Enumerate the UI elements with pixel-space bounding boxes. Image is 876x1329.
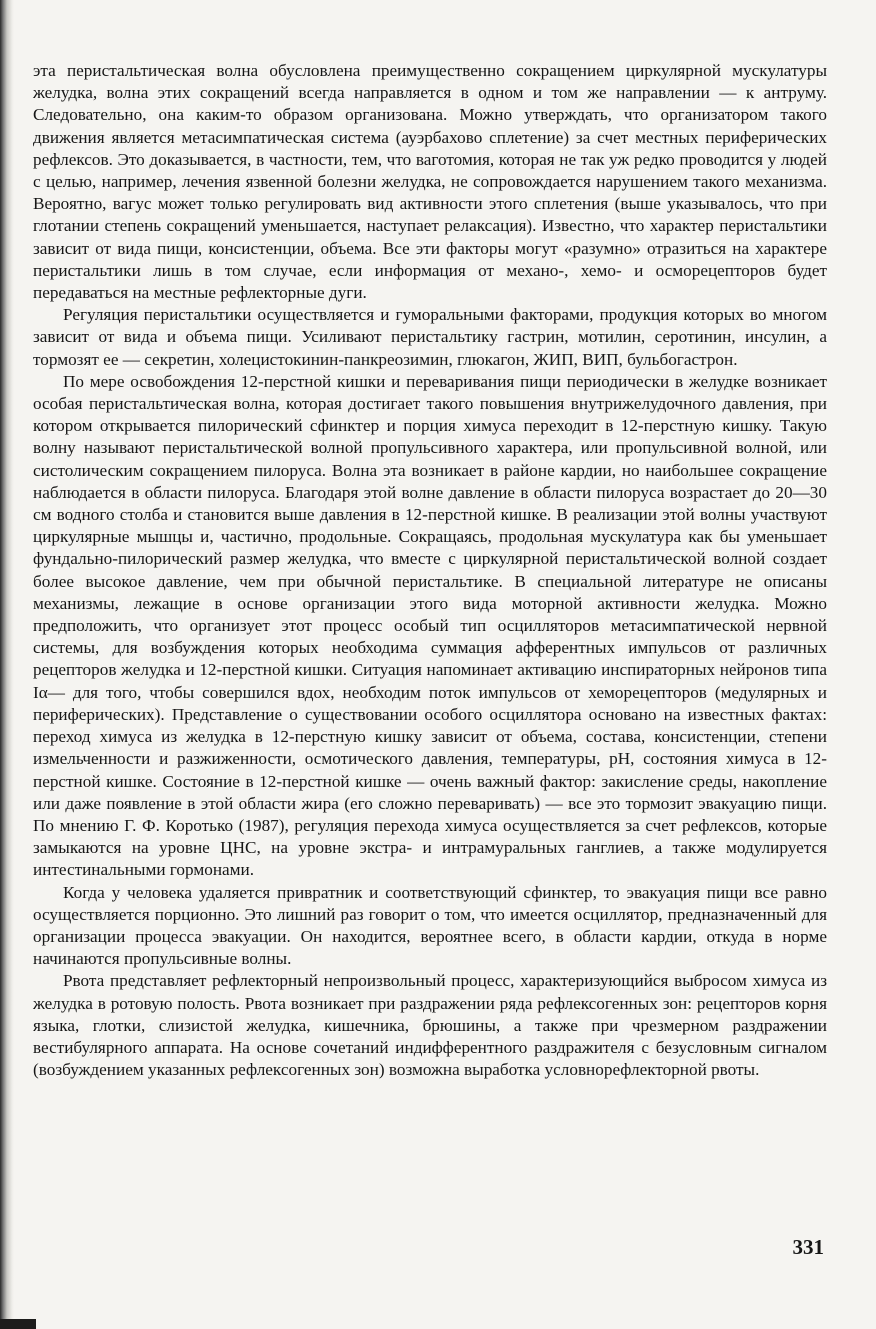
paragraph-vomiting: Рвота представляет рефлекторный непроизвольный процесс, характеризующийся выбросом химуса из желудка в ротовую полость. Рвота возникает при раздражении ряда рефлексогенных зон: рецепторов корня языка, глотки, слизистой желудка, кишечника, брюшины, а также при чрезмерном раздражении вестибулярного аппарата. На основе сочетаний индифферентного раздражителя с безусловным сигналом (возбуждением указанных рефлексогенных зон) возможна выработка условнорефлекторной рвоты.: [33, 971, 827, 1080]
paragraph-propulsive-wave: По мере освобождения 12-перстной кишки и переваривания пищи периодически в желудке возникает особая перистальтическая волна, которая достигает такого повышения внутрижелудочного давления, при котором открывается пилорический сфинктер и порция химуса переходит в 12-перстную кишку. Такую волну называют перистальтической волной пропульсивного характера, или пропульсивной волной, или систолическим сокращением пилоруса. Волна эта возникает в районе кардии, но наибольшее сокращение наблюдается в области пилоруса. Благодаря этой волне давление в области пилоруса возрастает до 20—30 см водного столба и становится выше давления в 12-перстной кишке. В реализации этой волны участвуют циркулярные мышцы и, частично, продольные. Сокращаясь, продольная мускулатура как бы уменьшает фундально-пилорический размер желудка, что вместе с циркулярной перистальтической волной создает более высокое давление, чем при обычной перистальтике. В специальной литературе не описаны механизмы, лежащие в основе организации этого вида моторной активности желудка. Можно предположить, что организует этот процесс особый тип осцилляторов метасимпатической нервной системы, для возбуждения которых необходима суммация афферентных импульсов от различных рецепторов желудка и 12-перстной кишки. Ситуация напоминает активацию инспираторных нейронов типа Iα— для того, чтобы совершился вдох, необходим поток импульсов от хеморецепторов (медулярных и периферических). Представление о существовании особого осциллятора основано на известных фактах: переход химуса из желудка в 12-перстную кишку зависит от объема, состава, консистенции, степени измельченности и разжиженности, осмотического давления, температуры, pH, состояния химуса в 12-перстной кишке. Состояние в 12-перстной кишке — очень важный фактор: закисление среды, накопление или даже появление в этой области жира (его сложно переваривать) — все это тормозит эвакуацию пищи. По мнению Г. Ф. Коротько (1987), регуляция перехода химуса осуществляется за счет рефлексов, которые замыкаются на уровне ЦНС, на уровне экстра- и интрамуральных ганглиев, а также модулируется интестинальными гормонами.: [33, 371, 827, 880]
paragraph-continuation: эта перистальтическая волна обусловлена преимущественно сокращением циркулярной мускулатуры желудка, волна этих сокращений всегда направляется в одном и том же направлении — к антруму. Следовательно, она каким-то образом организована. Можно утверждать, что организатором такого движения является метасимпатическая система (ауэрбахово сплетение) за счет местных периферических рефлексов. Это доказывается, в частности, тем, что ваготомия, которая не так уж редко проводится у людей с целью, например, лечения язвенной болезни желудка, не сопровождается нарушением такого механизма. Вероятно, вагус может только регулировать вид активности этого сплетения (выше указывалось, что при глотании степень сокращений уменьшается, наступает релаксация). Известно, что характер перистальтики зависит от вида пищи, консистенции, объема. Все эти факторы могут «разумно» отразиться на характере перистальтики лишь в том случае, если информация от механо-, хемо- и осморецепторов будет передаваться на местные рефлекторные дуги.: [33, 61, 827, 303]
body-text: [33, 60, 827, 1081]
page-number: 331: [792, 1235, 824, 1259]
paragraph-pylorus-removal: Когда у человека удаляется привратник и соответствующий сфинктер, то эвакуация пищи все равно осуществляется порционно. Это лишний раз говорит о том, что имеется осциллятор, предназначенный для организации процесса эвакуации. Он находится, вероятнее всего, в области кардии, откуда в норме начинаются пропульсивные волны.: [33, 882, 827, 969]
scan-corner-shadow: [0, 1319, 36, 1329]
paragraph-humoral-regulation: Регуляция перистальтики осуществляется и гуморальными факторами, продукция которых во многом зависит от вида и объема пищи. Усиливают перистальтику гастрин, мотилин, серотинин, инсулин, а тормозят ее — секретин, холецистокинин-панкреозимин, глюкагон, ЖИП, ВИП, бульбогастрон.: [33, 305, 827, 369]
scan-binding-shadow: [0, 0, 14, 1329]
